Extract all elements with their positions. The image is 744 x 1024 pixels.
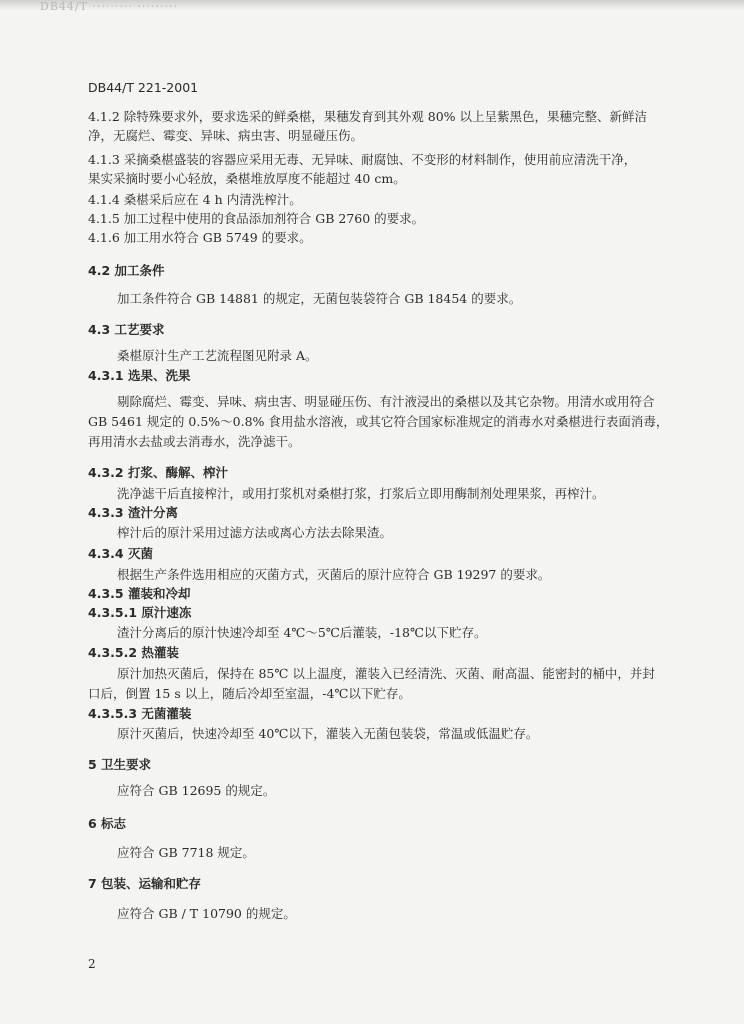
paragraph-4-3-5-2-line-1: 原汁加热灭菌后，保持在 85℃ 以上温度，灌装入已经清洗、灭菌、耐高温、能密封的桶中，并封 <box>117 666 655 681</box>
paragraph-7: 应符合 GB / T 10790 的规定。 <box>117 906 296 921</box>
heading-4-3: 4.3 工艺要求 <box>88 322 165 337</box>
heading-7: 7 包装、运输和贮存 <box>88 876 202 891</box>
clause-4-1-2-line-2: 净，无腐烂、霉变、异味、病虫害、明显碰压伤。 <box>88 128 364 143</box>
paragraph-4-3-5-2-line-2: 口后，倒置 15 s 以上，随后冷却至室温，-4℃以下贮存。 <box>88 686 411 701</box>
heading-4-3-3: 4.3.3 渣汁分离 <box>88 505 178 520</box>
paragraph-4-3: 桑椹原汁生产工艺流程图见附录 A。 <box>117 348 318 363</box>
paragraph-5: 应符合 GB 12695 的规定。 <box>117 783 276 798</box>
clause-4-1-2-line-1: 4.1.2 除特殊要求外，要求选采的鲜桑椹，果穗发育到其外观 80% 以上呈紫黑色，果穗完整、新鲜洁 <box>88 109 648 124</box>
page-number: 2 <box>88 957 96 971</box>
faded-running-header: DB44/T ········· ········· <box>40 0 178 13</box>
document-code: DB44/T 221-2001 <box>88 80 199 95</box>
clause-4-1-6: 4.1.6 加工用水符合 GB 5749 的要求。 <box>88 230 312 245</box>
heading-4-3-4: 4.3.4 灭菌 <box>88 546 153 561</box>
paragraph-4-2: 加工条件符合 GB 14881 的规定，无菌包装袋符合 GB 18454 的要求。 <box>117 291 522 306</box>
heading-4-3-5: 4.3.5 灌装和冷却 <box>88 586 191 601</box>
heading-4-3-2: 4.3.2 打浆、酶解、榨汁 <box>88 465 228 480</box>
clause-4-1-3-line-2: 果实采摘时要小心轻放，桑椹堆放厚度不能超过 40 cm。 <box>88 171 406 186</box>
paragraph-4-3-1-line-3: 再用清水去盐或去消毒水，洗净滤干。 <box>88 434 301 449</box>
clause-4-1-4: 4.1.4 桑椹采后应在 4 h 内清洗榨汁。 <box>88 192 302 207</box>
paragraph-4-3-5-1: 渣汁分离后的原汁快速冷却至 4℃～5℃后灌装，-18℃以下贮存。 <box>117 625 487 640</box>
paragraph-4-3-3: 榨汁后的原汁采用过滤方法或离心方法去除果渣。 <box>117 525 393 540</box>
heading-4-2: 4.2 加工条件 <box>88 263 165 278</box>
heading-4-3-5-2: 4.3.5.2 热灌装 <box>88 645 179 660</box>
paragraph-4-3-1-line-1: 剔除腐烂、霉变、异味、病虫害、明显碰压伤、有汁液浸出的桑椹以及其它杂物。用清水或用符合 <box>117 394 655 409</box>
clause-4-1-3-line-1: 4.1.3 采摘桑椹盛装的容器应采用无毒、无异味、耐腐蚀、不变形的材料制作，使用前应清洗干净， <box>88 152 637 167</box>
heading-6: 6 标志 <box>88 816 127 831</box>
paragraph-6: 应符合 GB 7718 规定。 <box>117 845 255 860</box>
paragraph-4-3-5-3: 原汁灭菌后，快速冷却至 40℃以下，灌装入无菌包装袋，常温或低温贮存。 <box>117 726 539 741</box>
paragraph-4-3-2: 洗净滤干后直接榨汁，或用打浆机对桑椹打浆，打浆后立即用酶制剂处理果浆，再榨汁。 <box>117 486 605 501</box>
paragraph-4-3-1-line-2: GB 5461 规定的 0.5%～0.8% 食用盐水溶液，或其它符合国家标准规定的消毒水对桑椹进行表面消毒， <box>88 414 669 429</box>
heading-4-3-1: 4.3.1 选果、洗果 <box>88 368 191 383</box>
heading-5: 5 卫生要求 <box>88 757 152 772</box>
paragraph-4-3-4: 根据生产条件选用相应的灭菌方式，灭菌后的原汁应符合 GB 19297 的要求。 <box>117 567 551 582</box>
heading-4-3-5-3: 4.3.5.3 无菌灌装 <box>88 706 192 721</box>
clause-4-1-5: 4.1.5 加工过程中使用的食品添加剂符合 GB 2760 的要求。 <box>88 211 425 226</box>
heading-4-3-5-1: 4.3.5.1 原汁速冻 <box>88 605 192 620</box>
